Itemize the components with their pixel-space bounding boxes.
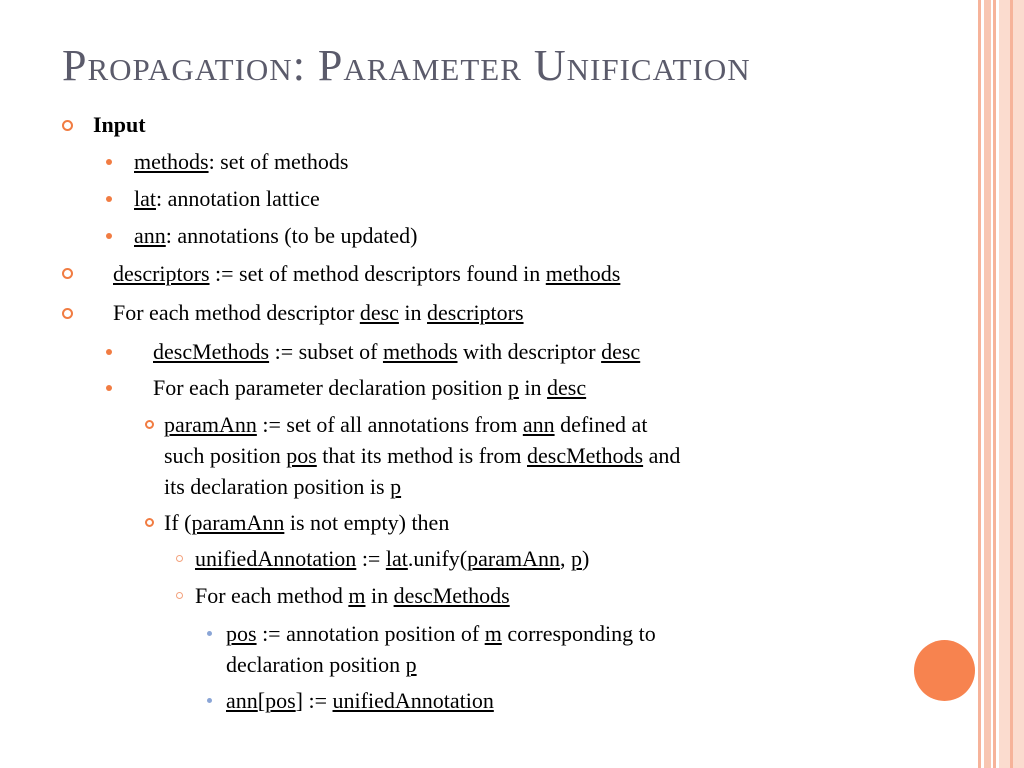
text: and bbox=[643, 443, 681, 468]
bullet-line-paramann-cont-1 bbox=[164, 440, 680, 471]
dot-bullet-icon bbox=[106, 349, 112, 355]
text: declaration position bbox=[226, 652, 406, 677]
term: desc bbox=[359, 300, 399, 325]
text: := set of method descriptors found in bbox=[209, 261, 546, 286]
term: p bbox=[405, 652, 417, 677]
bullet-line-paramann-cont-2 bbox=[164, 471, 401, 502]
text: := subset of bbox=[269, 339, 383, 364]
bullet-line-ann-assign bbox=[226, 685, 494, 716]
text: [ bbox=[257, 688, 266, 713]
term: descriptors bbox=[113, 261, 210, 286]
text: ) bbox=[581, 546, 590, 571]
term: descMethods bbox=[527, 443, 644, 468]
text: := set of all annotations from bbox=[256, 412, 523, 437]
term: methods bbox=[382, 339, 458, 364]
bullet-line-for-each-descriptor bbox=[113, 297, 524, 328]
term: paramAnn bbox=[191, 510, 285, 535]
text: .unify( bbox=[407, 546, 468, 571]
tiny-ring-bullet-icon bbox=[176, 555, 183, 562]
text: : set of methods bbox=[208, 149, 349, 174]
text: that its method is from bbox=[316, 443, 527, 468]
decorative-stripe bbox=[984, 0, 991, 768]
input-label: Input bbox=[93, 112, 146, 137]
term: descriptors bbox=[427, 300, 524, 325]
small-ring-bullet-icon bbox=[145, 518, 154, 527]
decorative-stripe bbox=[978, 0, 981, 768]
term: lat bbox=[134, 186, 156, 211]
bullet-line-pos-cont bbox=[226, 649, 417, 680]
dot-bullet-icon bbox=[106, 233, 112, 239]
term: descMethods bbox=[153, 339, 270, 364]
term: lat bbox=[385, 546, 408, 571]
term: ann bbox=[522, 412, 555, 437]
term: ann bbox=[226, 688, 258, 713]
term: descMethods bbox=[393, 583, 510, 608]
decorative-circle bbox=[914, 640, 975, 701]
bullet-line-descriptors bbox=[113, 258, 620, 289]
text: is not empty) then bbox=[284, 510, 450, 535]
decorative-stripe bbox=[993, 0, 996, 768]
bullet-line-descmethods bbox=[153, 336, 640, 367]
ring-bullet-icon bbox=[62, 120, 73, 131]
text: , bbox=[559, 546, 571, 571]
bullet-line-paramann bbox=[164, 409, 647, 440]
text: For each parameter declaration position bbox=[153, 375, 508, 400]
term: pos bbox=[286, 443, 317, 468]
bullet-line-lat bbox=[134, 183, 320, 214]
text: defined at bbox=[554, 412, 648, 437]
text: such position bbox=[164, 443, 287, 468]
term: desc bbox=[601, 339, 641, 364]
term: unifiedAnnotation bbox=[332, 688, 494, 713]
text: : annotation lattice bbox=[156, 186, 320, 211]
bullet-line-ann bbox=[134, 220, 417, 251]
term: p bbox=[390, 474, 402, 499]
text: For each method bbox=[195, 583, 349, 608]
text: : annotations (to be updated) bbox=[165, 223, 418, 248]
term: unifiedAnnotation bbox=[195, 546, 357, 571]
bullet-line-for-each-parameter bbox=[153, 372, 586, 403]
text: ] := bbox=[295, 688, 333, 713]
bullet-line-unified bbox=[195, 543, 589, 574]
bullet-line-methods bbox=[134, 146, 349, 177]
term: pos bbox=[265, 688, 296, 713]
blue-dot-bullet-icon bbox=[207, 631, 212, 636]
term: desc bbox=[547, 375, 587, 400]
text: with descriptor bbox=[457, 339, 602, 364]
text: in bbox=[518, 375, 548, 400]
term: methods bbox=[134, 149, 209, 174]
term: p bbox=[507, 375, 519, 400]
term: paramAnn bbox=[467, 546, 560, 571]
term: ann bbox=[134, 223, 166, 248]
text: := annotation position of bbox=[256, 621, 485, 646]
term: m bbox=[484, 621, 502, 646]
text: corresponding to bbox=[501, 621, 656, 646]
bullet-line-if bbox=[164, 507, 449, 538]
slide-title: Propagation: Parameter Unification bbox=[62, 41, 751, 90]
ring-bullet-icon bbox=[62, 268, 73, 279]
bullet-line-input bbox=[93, 109, 146, 140]
text: in bbox=[365, 583, 394, 608]
text: If ( bbox=[164, 510, 192, 535]
dot-bullet-icon bbox=[106, 196, 112, 202]
tiny-ring-bullet-icon bbox=[176, 592, 183, 599]
term: m bbox=[348, 583, 366, 608]
term: pos bbox=[226, 621, 257, 646]
text: := bbox=[356, 546, 386, 571]
text: For each method descriptor bbox=[113, 300, 360, 325]
term: p bbox=[570, 546, 582, 571]
dot-bullet-icon bbox=[106, 385, 112, 391]
term: paramAnn bbox=[164, 412, 257, 437]
dot-bullet-icon bbox=[106, 159, 112, 165]
decorative-stripe bbox=[1010, 0, 1013, 768]
blue-dot-bullet-icon bbox=[207, 698, 212, 703]
ring-bullet-icon bbox=[62, 308, 73, 319]
bullet-line-for-each-method bbox=[195, 580, 510, 611]
text: its declaration position is bbox=[164, 474, 391, 499]
term: methods bbox=[545, 261, 621, 286]
bullet-line-pos bbox=[226, 618, 656, 649]
small-ring-bullet-icon bbox=[145, 420, 154, 429]
text: in bbox=[398, 300, 428, 325]
